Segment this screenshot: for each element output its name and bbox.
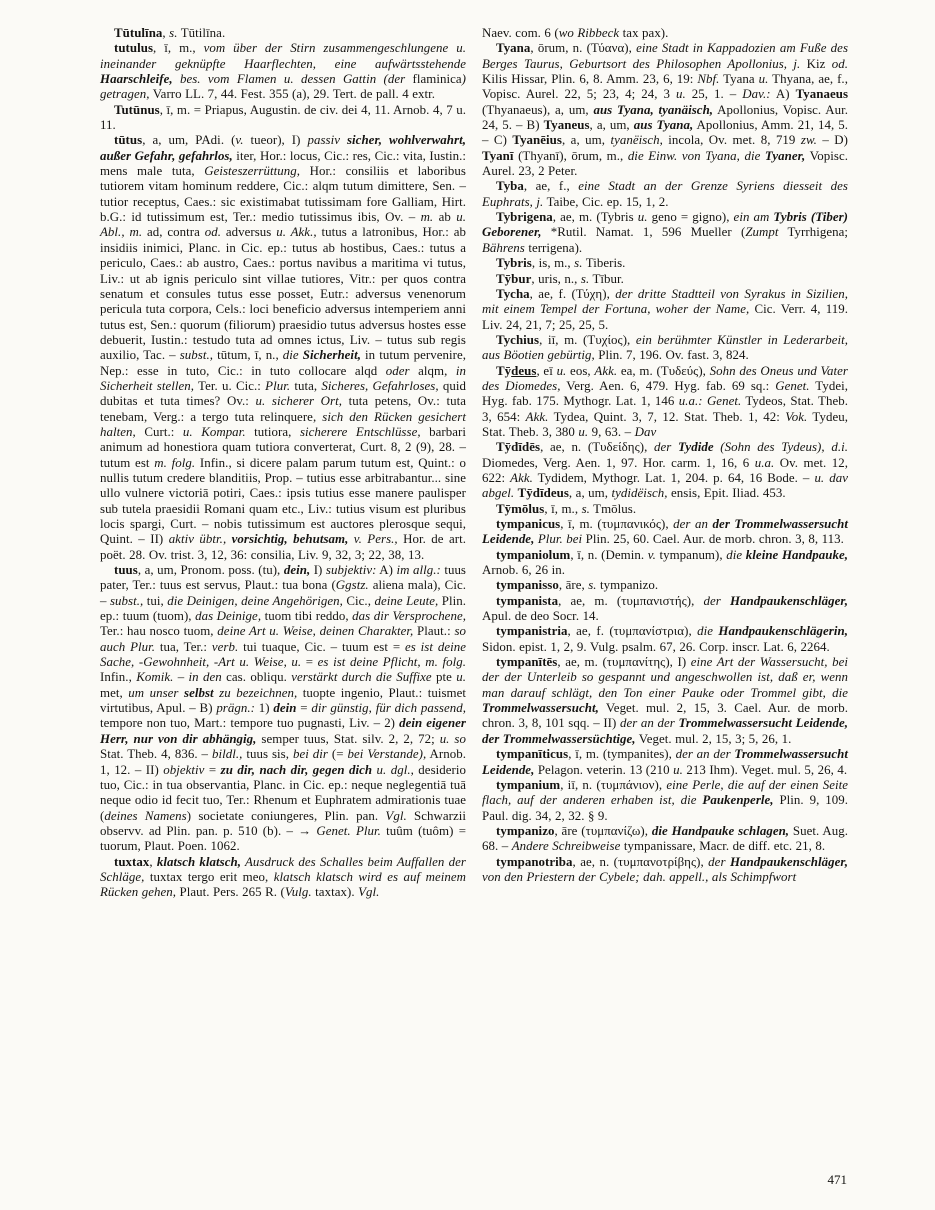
left-column (100, 26, 466, 901)
dictionary-entry: tūtus, a, um, PAdi. (v. tueor), I) passiv sicher, wohlverwahrt, außer Gefahr, gefahrlos, iter, Hor.: locus, Cic.: res, Cic.: vita, Iustin.: mens male tuta, Geisteszerrüttung, Hor.: consiliis et laboribus tutiorem vitam hominum reddere, Cic.: alqm tutum dimittere, Sen. – tutior receptus, Caes.: sic existimabat tutissimam fore Galliam, Hirt. b.G.: id tutissimum est, Ter.: medio tutissimus ibis, Ov. – m. ab u. Abl., m. ad, contra od. adversus u. Akk., tutus a latronibus, Hor.: ab insidiis inimici, Planc. in Cic. ep.: tutus ab hostibus, Caes.: tutus a periculo, Caes.: ab austro, Caes.: portus navibus a maritima vi tutus, Liv.: ut ab ignis periculo sint villae tutiores, Vitr.: per quos contra senatum et consules tutus esse posset, Eutr.: adversus venenorum pericula tuta corpora, Cels.: loci beneficio adversus intemperiem anni tutus est, Sen.: quorum (filiorum) praesidio tutus adversus hostes esse debuerit, Iustin.: testudo tuta ad omnes ictus, Liv. – tutus sub regis auxilio, Tac. – subst., tūtum, ī, n., die Sicherheit, in tutum pervenire, Nep.: esse in tuto, Cic.: in tuto collocare alqd oder alqm, in Sicherheit stellen, Ter. u. Cic.: Plur. tuta, Sicheres, Gefahrloses, quid dubitas et tuta times? Ov.: u. sicherer Ort, tuta petens, Ov.: tuta tenebam, Verg.: a tergo tuta relinquere, sich den Rücken gesichert halten, Curt.: u. Kompar. tutiora, sicherere Entschlüsse, barbari animum ad honestiora quam tutiora converterat, Curt. 8, 2 (9), 28. – tutum est m. folg. Infin., si dicere palam parum tutum est, Quint.: o nullis tutum credere blanditiis, Prop. – tutius esse arbitrabantur... sine ullo vulnere victoriā potiri, Caes.: ipsis tutius esse manere paulisper sub tutela praesidii Romani quam etc., Liv.: tutius visum est pluribus locis spargi, Curt. – nobis tutissimum est auctores plerosque sequi, Quint. – II) aktiv übtr., vorsichtig, behutsam, v. Pers., Hor. de art. poët. 28. Ov. trist. 3, 12, 36: consilia, Liv. 9, 32, 3; 22, 38, 13. (100, 133, 467, 562)
dictionary-entry: tuxtax, klatsch klatsch, Ausdruck des Schalles beim Auffallen der Schläge, tuxtax tergo erit meo, klatsch klatsch wird es auf meinem Rücken gehen, Plaut. Pers. 265 R. (Vulg. taxtax). Vgl. (100, 854, 466, 900)
dictionary-entry: Tycha, ae, f. (Τύχη), der dritte Stadtteil von Syrakus in Sizilien, mit einem Tempel der Fortuna, woher der Name, Cic. Verr. 4, 119. Liv. 24, 21, 7; 25, 25, 5. (482, 286, 848, 332)
dictionary-entry: Tȳbur, uris, n., s. Tībur. (496, 271, 624, 286)
dictionary-entry: tympaniolum, ī, n. (Demin. v. tympanum), die kleine Handpauke, Arnob. 6, 26 in. (482, 547, 848, 578)
dictionary-entry: Tyana, ōrum, n. (Τύανα), eine Stadt in Kappadozien am Fuße des Berges Taurus, Geburtsort des Philosophen Apollonius, j. Kiz od. Kilis Hissar, Plin. 6, 8. Amm. 23, 6, 19: Nbf. Tyana u. Thyana, ae, f., Vopisc. Aurel. 22, 5; 23, 4; 24, 3 u. 25, 1. – Dav.: A) Tyanaeus (Thyanaeus), a, um, aus Tyana, tyanäisch, Apollonius, Vopisc. Aur. 24, 5. – B) Tyaneus, a, um, aus Tyana, Apollonius, Amm. 21, 14, 5. – C) Tyanēius, a, um, tyanëisch, incola, Ov. met. 8, 719 zw. – D) Tyanī (Thyanī), ōrum, m., die Einw. von Tyana, die Tyaner, Vopisc. Aurel. 23, 2 Peter. (482, 41, 849, 179)
dictionary-entry: Tybris, is, m., s. Tiberis. (496, 256, 626, 271)
page-number: 471 (827, 1172, 847, 1187)
dictionary-entry: tympanium, iī, n. (τυμπάνιον), eine Perle, die auf der einen Seite flach, auf der anderen erhaben ist, die Paukenperle, Plin. 9, 109. Paul. dig. 34, 2, 32. § 9. (482, 777, 848, 823)
dictionary-entry: Tūtulīna, s. Tūtilīna. (114, 26, 226, 40)
dictionary-entry: tympanīticus, ī, m. (tympanites), der an der Trommelwassersucht Leidende, Pelagon. veterin. 13 (210 u. 213 Ihm). Veget. mul. 5, 26, 4. (482, 747, 848, 777)
dictionary-entry: tympanītēs, ae, m. (τυμπανίτης), I) eine Art der Wassersucht, bei der der Unterleib so gespannt und angeschwollen ist, daß er, wenn man darauf schlägt, den Ton einer Pauke oder Trommel gibt, die Trommelwassersucht, Veget. mul. 2, 15, 3. Cael. Aur. de morb. chron. 3, 8, 101 sqq. – II) der an der Trommelwassersucht Leidende, der Trommelwassersüchtige, Veget. mul. 2, 15, 3; 5, 26, 1. (482, 655, 848, 746)
right-column (482, 26, 848, 885)
dictionary-entry: tuus, a, um, Pronom. poss. (tu), dein, I) subjektiv: A) im allg.: tuus pater, Ter.: tuus est servus, Plaut.: tua bona (Ggstz. aliena mala), Cic. – subst., tui, die Deinigen, deine Angehörigen, Cic., deine Leute, Plin. ep.: tuum (tuom), das Deinige, tuom tibi reddo, das dir Versprochene, Ter.: hau nosco tuom, deine Art u. Weise, deinen Charakter, Plaut.: so auch Plur. tua, Ter.: verb. tui tuaque, Cic. – tuum est = es ist deine Sache, -Gewohnheit, -Art u. Weise, u. = es ist deine Pflicht, m. folg. Infin., Komik. – in den cas. obliqu. verstärkt durch die Suffixe pte u. met, um unser selbst zu bezeichnen, tuopte ingenio, Plaut.: tuismet virtutibus, Apul. – B) prägn.: 1) dein = dir günstig, für dich passend, tempore non tuo, Mart.: tempore tuo pugnasti, Liv. – 2) dein eigener Herr, nur von dir abhängig, semper tuus, Stat. silv. 2, 2, 72; u. so Stat. Theb. 4, 836. – bildl., tuus sis, bei dir (= bei Verstande), Arnob. 1, 12. – II) objektiv = zu dir, nach dir, gegen dich u. dgl., desiderio tuo, Cic.: in tua observantia, Planc. in Cic. ep.: neque neglegentiā tuā neque odio id fecit tuo, Ter.: Rhenum et Euphratem admirationis tuae (deines Namens) societate coniungeres, Plin. pan. Vgl. Schwarzii observv. ad Plin. pan. p. 510 (b). – → Genet. Plur. tuûm (tuôm) = tuorum, Plaut. Poen. 1062. (100, 563, 467, 854)
dictionary-entry: Tybrigena, ae, m. (Tybris u. geno = gigno), ein am Tybris (Tiber) Geborener, *Rutil. Namat. 1, 596 Mueller (Zumpt Tyrrhigena; Bährens terrigena). (482, 210, 849, 255)
dictionary-entry: Tȳdeus, eī u. eos, Akk. ea, m. (Τυδεύς), Sohn des Oneus und Vater des Diomedes, Verg. Aen. 6, 479. Hyg. fab. 69 sq.: Genet. Tydei, Hyg. fab. 175. Mythogr. Lat. 1, 146 u.a.: Genet. Tydeos, Stat. Theb. 3, 654: Akk. Tydea, Quint. 3, 7, 12. Stat. Theb. 1, 42: Vok. Tydeu, Stat. Theb. 3, 380 u. 9, 63. – Dav (482, 363, 849, 439)
dictionary-entry: Tutūnus, ī, m. = Priapus, Augustin. de civ. dei 4, 11. Arnob. 4, 7 u. 11. (100, 102, 466, 133)
dictionary-entry: tympanicus, ī, m. (τυμπανικός), der an der Trommelwassersucht Leidende, Plur. bei Plin. 25, 60. Cael. Aur. de morb. chron. 3, 8, 113. (482, 517, 848, 547)
dictionary-entry: Tyba, ae, f., eine Stadt an der Grenze Syriens diesseit des Euphrats, j. Taibe, Cic. ep. 15, 1, 2. (482, 179, 848, 209)
entry-continuation: Naev. com. 6 (wo Ribbeck tax pax). (482, 26, 669, 40)
dictionary-entry: tympanistria, ae, f. (τυμπανίστρια), die Handpaukenschlägerin, Sidon. epist. 1, 2, 9. Vulg. psalm. 67, 26. Corp. inscr. Lat. 6, 2264. (482, 624, 848, 654)
dictionary-entry: tympanista, ae, m. (τυμπανιστής), der Handpaukenschläger, Apul. de deo Socr. 14. (482, 593, 849, 624)
dictionary-entry: tympanisso, āre, s. tympanizo. (496, 578, 659, 593)
dictionary-entry: tutulus, ī, m., vom über der Stirn zusammengeschlungene u. ineinander geknüpfte Haarflechten, eine aufwärtsstehende Haarschleife, bes. vom Flamen u. dessen Gattin (der flaminica) getragen, Varro LL. 7, 44. Fest. 355 (a), 29. Tert. de pall. 4 extr. (100, 41, 466, 102)
dictionary-entry: tympanizo, āre (τυμπανίζω), die Handpauke schlagen, Suet. Aug. 68. – Andere Schreibweise tympanissare, Macr. de diff. etc. 21, 8. (482, 823, 848, 854)
dictionary-entry: Tychius, iī, m. (Τυχίος), ein berühmter Künstler in Lederarbeit, aus Böotien gebürtig, Plin. 7, 196. Ov. fast. 3, 824. (482, 332, 848, 363)
dictionary-entry: tympanotriba, ae, n. (τυμπανοτρίβης), der Handpaukenschläger, von den Priestern der Cybele; dah. appell., als Schimpfwort (482, 854, 848, 884)
dictionary-entry: Tȳmōlus, ī, m., s. Tmōlus. (496, 501, 637, 516)
two-column-text (100, 26, 849, 901)
dictionary-entry: Tȳdīdēs, ae, n. (Τυδείδης), der Tydide (Sohn des Tydeus), d.i. Diomedes, Verg. Aen. 1, 97. Hor. carm. 1, 16, 6 u.a. Ov. met. 12, 622: Akk. Tydidem, Mythogr. Lat. 1, 204. p. 64, 16 Bode. – u. dav abgel. Tȳdīdeus, a, um, tydidëisch, ensis, Epit. Iliad. 453. (482, 440, 848, 501)
